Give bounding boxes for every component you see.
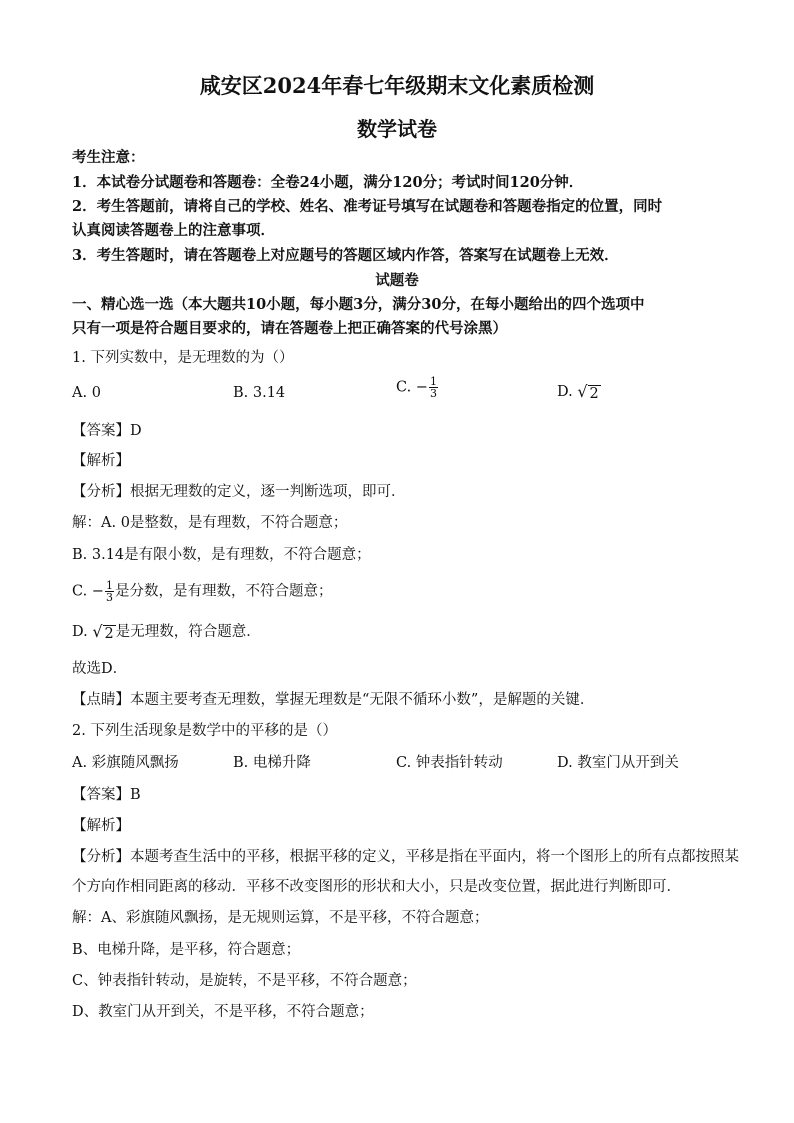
- q2-solution-d: D、教室门从开到关，不是平移，不符合题意；: [72, 1004, 374, 1020]
- q2-analysis: 【分析】本题考查生活中的平移，根据平移的定义，平移是指在平面内，将一个图形上的所有点都按照某: [72, 849, 739, 865]
- section-1-heading: 一、精心选一选（本大题共10小题，每小题3分，满分30分，在每小题给出的四个选项中: [72, 296, 645, 313]
- q2-analysis-cont: 个方向作相同距离的移动．平移不改变图形的形状和大小，只是改变位置，据此进行判断即可．: [72, 879, 681, 895]
- fraction-denominator: 3: [429, 387, 437, 400]
- notice-item-3: 3．考生答题时，请在答题卷上对应题号的答题区域内作答，答案写在试题卷上无效．: [72, 247, 619, 264]
- q1-option-a: A. 0: [72, 385, 101, 401]
- exam-subtitle: 数学试卷: [357, 117, 437, 141]
- q1-choice: 故选D．: [72, 661, 128, 677]
- q1-solution-d-prefix: D.: [72, 624, 93, 640]
- fraction-numerator: 1: [105, 579, 113, 592]
- radical-sign: √: [92, 621, 103, 641]
- radicand: 2: [589, 385, 599, 402]
- notice-item-2: 2．考生答题前，请将自己的学校、姓名、准考证号填写在试题卷和答题卷指定的位置，同时: [72, 198, 663, 215]
- q1-solution-a: 解：A. 0是整数，是有理数，不符合题意；: [72, 515, 348, 531]
- notice-heading: 考生注意：: [72, 149, 145, 166]
- q1-option-c-prefix: C. −: [396, 379, 428, 396]
- q2-answer: 【答案】B: [72, 787, 141, 803]
- q1-jiexi: 【解析】: [72, 453, 130, 469]
- q1-answer: 【答案】D: [72, 423, 142, 439]
- section-1-heading-cont: 只有一项是符合题目要求的，请在答题卷上把正确答案的代号涂黑）: [72, 320, 507, 337]
- q1-solution-c-text: 是分数，是有理数，不符合题意；: [114, 583, 333, 600]
- q2-option-b: B. 电梯升降: [233, 755, 311, 771]
- q2-solution-c: C、钟表指针转动，是旋转，不是平移，不符合题意；: [72, 973, 417, 989]
- q1-solution-c: [72, 580, 332, 603]
- sqrt-two: [577, 383, 600, 402]
- q1-option-c: [396, 376, 439, 399]
- radicand: 2: [104, 625, 114, 642]
- fraction-one-third: [429, 376, 438, 399]
- q1-option-d: [557, 382, 601, 402]
- paper-label: 试题卷: [375, 272, 419, 289]
- radical-sign: √: [577, 381, 588, 401]
- notice-item-1: 1．本试卷分试题卷和答题卷：全卷24小题，满分120分；考试时间120分钟．: [72, 174, 584, 191]
- q1-stem: 1. 下列实数中，是无理数的为（）: [72, 350, 294, 366]
- fraction-numerator: 1: [429, 375, 437, 388]
- exam-title: 咸安区2024年春七年级期末文化素质检测: [199, 73, 595, 98]
- fraction-denominator: 3: [105, 591, 113, 604]
- sqrt-two: [92, 623, 115, 642]
- q1-solution-c-prefix: C. −: [72, 583, 104, 600]
- q1-solution-b: B. 3.14是有限小数，是有理数，不符合题意；: [72, 547, 371, 563]
- q2-option-a: A. 彩旗随风飘扬: [72, 755, 179, 771]
- q2-option-c: C. 钟表指针转动: [396, 755, 503, 771]
- fraction-one-third: [105, 580, 114, 603]
- q1-comment: 【点睛】本题主要考查无理数，掌握无理数是“无限不循环小数”，是解题的关键．: [72, 692, 595, 708]
- q1-option-d-prefix: D.: [557, 384, 578, 400]
- notice-item-2-cont: 认真阅读答题卷上的注意事项．: [72, 222, 275, 239]
- q2-stem: 2. 下列生活现象是数学中的平移的是（）: [72, 723, 337, 739]
- q2-option-d: D. 教室门从开到关: [557, 755, 679, 771]
- q2-solution-b: B、电梯升降，是平移，符合题意；: [72, 942, 301, 958]
- q2-solution-a: 解：A、彩旗随风飘扬，是无规则运算，不是平移，不符合题意；: [72, 910, 489, 926]
- q1-solution-d: [72, 622, 261, 642]
- q1-solution-d-text: 是无理数，符合题意．: [115, 624, 261, 640]
- q1-option-b: B. 3.14: [233, 385, 286, 401]
- q2-jiexi: 【解析】: [72, 818, 130, 834]
- q1-analysis: 【分析】根据无理数的定义，逐一判断选项，即可．: [72, 484, 406, 500]
